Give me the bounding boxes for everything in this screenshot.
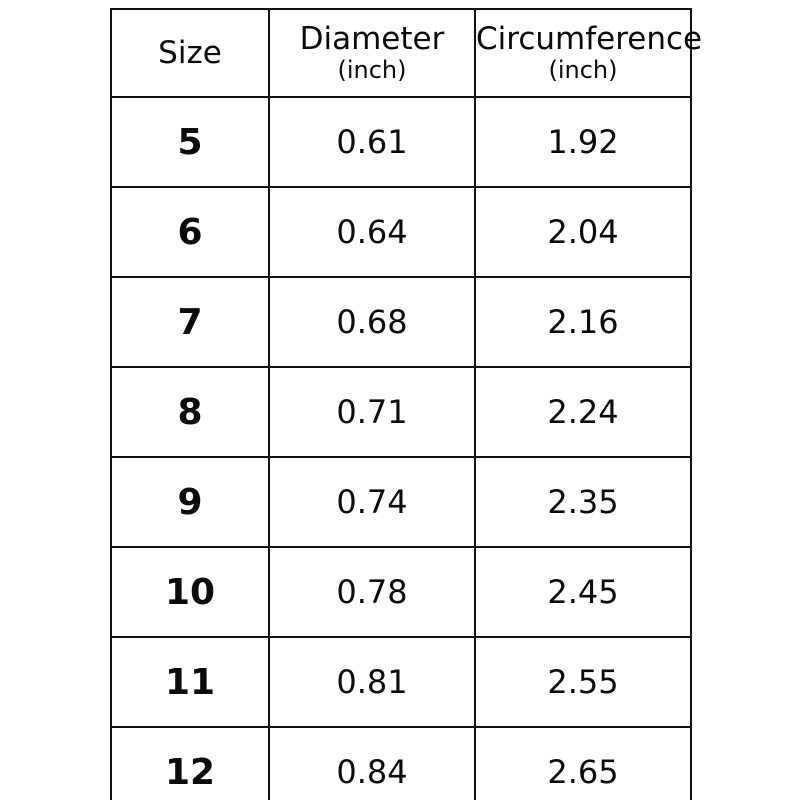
cell-circumference: 2.45	[475, 547, 691, 637]
table-row	[111, 457, 691, 547]
cell-circumference: 2.24	[475, 367, 691, 457]
cell-size: 7	[111, 277, 269, 367]
table-row	[111, 367, 691, 457]
column-header-size-label: Size	[158, 34, 222, 71]
cell-diameter: 0.78	[269, 547, 475, 637]
cell-circumference: 2.16	[475, 277, 691, 367]
size-chart-container	[110, 8, 703, 793]
table-row	[111, 277, 691, 367]
cell-size: 9	[111, 457, 269, 547]
cell-size: 6	[111, 187, 269, 277]
cell-circumference: 2.65	[475, 727, 691, 800]
cell-circumference: 2.04	[475, 187, 691, 277]
cell-size: 8	[111, 367, 269, 457]
cell-size: 5	[111, 97, 269, 187]
cell-diameter: 0.61	[269, 97, 475, 187]
cell-circumference: 1.92	[475, 97, 691, 187]
cell-circumference: 2.35	[475, 457, 691, 547]
cell-diameter: 0.64	[269, 187, 475, 277]
column-header-circumference	[475, 9, 703, 97]
table-body	[111, 97, 691, 800]
column-header-circumference-unit: (inch)	[548, 55, 618, 84]
column-header-diameter	[269, 9, 475, 97]
table-header	[111, 9, 703, 97]
cell-size: 10	[111, 547, 269, 637]
table-header-row	[111, 9, 691, 97]
cell-diameter: 0.68	[269, 277, 475, 367]
table-row	[111, 97, 691, 187]
column-header-diameter-unit: (inch)	[337, 55, 407, 84]
cell-diameter: 0.71	[269, 367, 475, 457]
cell-circumference: 2.55	[475, 637, 691, 727]
cell-diameter: 0.84	[269, 727, 475, 800]
cell-diameter: 0.74	[269, 457, 475, 547]
table-row	[111, 637, 691, 727]
column-header-circumference-label: Circumference	[476, 21, 703, 58]
cell-diameter: 0.81	[269, 637, 475, 727]
table-row	[111, 727, 691, 800]
table-row	[111, 187, 691, 277]
column-header-diameter-label: Diameter	[299, 21, 445, 58]
size-chart-table	[110, 8, 703, 800]
cell-size: 12	[111, 727, 269, 800]
column-header-size	[111, 9, 269, 97]
table-row	[111, 547, 691, 637]
cell-size: 11	[111, 637, 269, 727]
